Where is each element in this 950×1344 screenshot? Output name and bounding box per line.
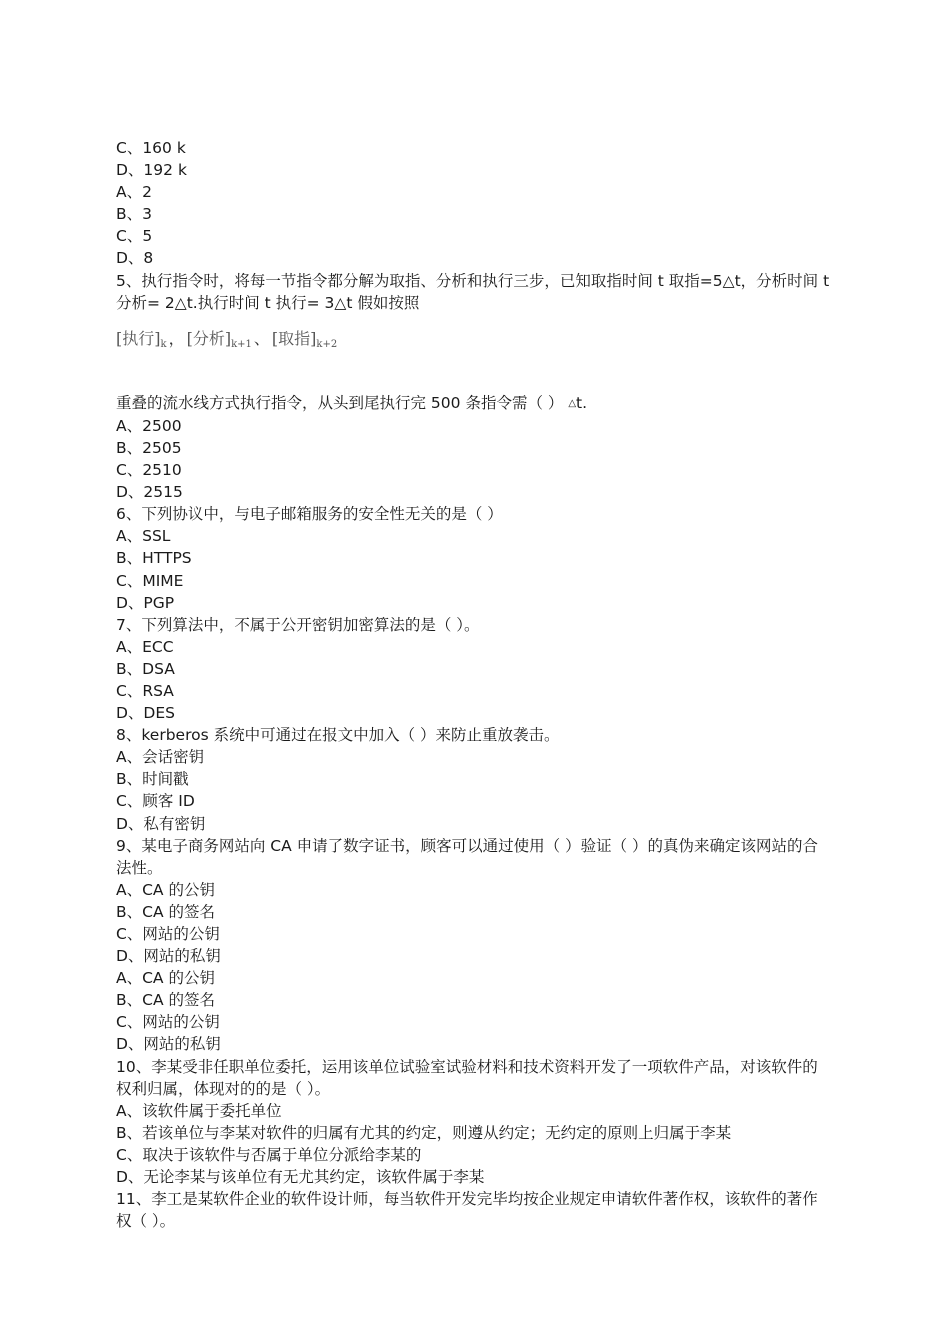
- option-c: C、2510: [116, 461, 182, 480]
- option-d: D、2515: [116, 483, 183, 502]
- question-7: 7、下列算法中，不属于公开密钥加密算法的是（ ）。: [116, 615, 480, 634]
- formula-fetch: [取指]: [271, 328, 317, 348]
- option-a: A、CA 的公钥: [116, 969, 215, 988]
- question-5-unit: t.: [576, 393, 588, 412]
- formula-separator: ，: [168, 328, 185, 348]
- option-a: A、会话密钥: [116, 748, 205, 767]
- option-b: B、3: [116, 205, 152, 224]
- option-c: C、顾客 ID: [116, 792, 195, 811]
- formula-separator: 、: [253, 328, 270, 348]
- document-body: [116, 137, 832, 1232]
- option-b: B、DSA: [116, 659, 175, 678]
- formula-execute: [执行]: [116, 328, 161, 348]
- option-c: C、取决于该软件与否属于单位分派给李某的: [116, 1145, 422, 1164]
- option-a: A、2: [116, 183, 152, 202]
- formula-sub-k: k: [160, 338, 167, 350]
- option-d: D、DES: [116, 704, 176, 723]
- option-c: C、RSA: [116, 681, 174, 700]
- question-8: 8、kerberos 系统中可通过在报文中加入（ ）来防止重放袭击。: [116, 726, 560, 745]
- pipeline-formula-image: [116, 314, 832, 392]
- option-c: C、160 k: [116, 139, 186, 157]
- option-d: D、私有密钥: [116, 814, 206, 833]
- option-b: B、2505: [116, 438, 182, 457]
- option-d: D、192 k: [116, 161, 187, 180]
- question-6: 6、下列协议中，与电子邮箱服务的安全性无关的是（ ）: [116, 505, 503, 524]
- formula-sub-k2: k+2: [316, 338, 338, 350]
- option-d: D、网站的私钥: [116, 947, 221, 966]
- question-5-continued: [116, 392, 832, 415]
- option-b: B、HTTPS: [116, 549, 192, 568]
- question-9: 9、某电子商务网站向 CA 申请了数字证书，顾客可以通过使用（ ）验证（ ）的真伪来确定该网站的合法性。: [116, 836, 818, 877]
- question-5-text: 重叠的流水线方式执行指令，从头到尾执行完 500 条指令需（ ）: [116, 393, 564, 412]
- option-a: A、CA 的公钥: [116, 880, 215, 899]
- option-a: A、SSL: [116, 527, 171, 546]
- question-10: 10、李某受非任职单位委托，运用该单位试验室试验材料和技术资料开发了一项软件产品，对该软件的权利归属，体现对的的是（ ）。: [116, 1057, 818, 1098]
- option-d: D、网站的私钥: [116, 1035, 221, 1054]
- option-b: B、时间戳: [116, 770, 189, 789]
- option-b: B、CA 的签名: [116, 991, 215, 1010]
- option-a: A、该软件属于委托单位: [116, 1101, 282, 1120]
- option-d: D、无论李某与该单位有无尤其约定，该软件属于李某: [116, 1168, 485, 1187]
- question-11: 11、李工是某软件企业的软件设计师，每当软件开发完毕均按企业规定申请软件著作权，该软件的著作权（ ）。: [116, 1190, 818, 1231]
- formula-analyze: [分析]: [186, 328, 232, 348]
- option-a: A、2500: [116, 416, 182, 435]
- option-c: C、5: [116, 227, 153, 246]
- option-c: C、网站的公钥: [116, 1013, 220, 1032]
- option-b: B、CA 的签名: [116, 902, 215, 921]
- option-d: D、8: [116, 249, 154, 268]
- formula-sub-k1: k+1: [231, 338, 252, 350]
- option-a: A、ECC: [116, 637, 174, 656]
- option-c: C、MIME: [116, 571, 184, 590]
- option-c: C、网站的公钥: [116, 925, 220, 943]
- option-b: B、若该单位与李某对软件的归属有尤其的约定，则遵从约定；无约定的原则上归属于李某: [116, 1123, 732, 1142]
- question-5: 5、执行指令时，将每一节指令都分解为取指、分析和执行三步，已知取指时间 t 取指=5△t，分析时间 t 分析= 2△t.执行时间 t 执行= 3△t 假如按照: [116, 271, 830, 312]
- option-d: D、PGP: [116, 593, 175, 612]
- delta-symbol: △: [568, 397, 577, 409]
